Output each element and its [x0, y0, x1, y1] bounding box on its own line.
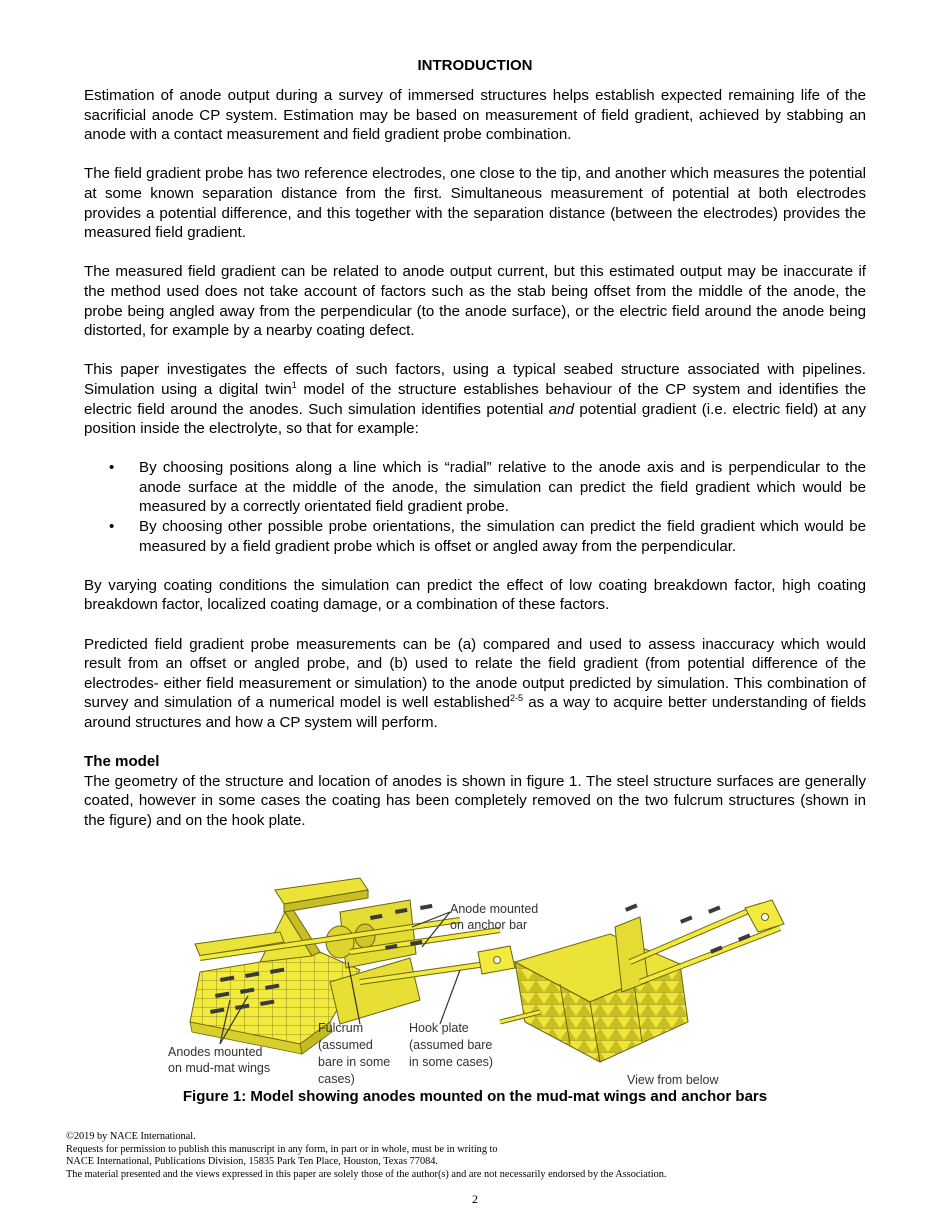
paragraph-2: The field gradient probe has two reference electrodes, one close to the tip, and another which measures the potential at some known separation distance from the first. Simultaneous measurement of potential at both electrodes provides a potential difference, and this together with the separation distance (between the electrodes) provides the measured field gradient.: [84, 165, 866, 242]
figure-caption: Figure 1: Model showing anodes mounted on the mud-mat wings and anchor bars: [182, 1088, 768, 1105]
bullet-item-1: • By choosing positions along a line which is “radial” relative to the anode axis and is perpendicular to the anode surface at the middle of the anode, the simulation can predict the field gradient which would be measured by a correctly orientated field gradient probe.: [139, 458, 866, 517]
paragraph-4-part-a: This paper investigates the effects of such factors, using a typical seabed structure associated with pipelines. Simulation using a digital twin: [84, 361, 866, 398]
body-text: [84, 86, 866, 850]
paragraph-6-part-a: Predicted field gradient probe measurements can be (a) compared and used to assess inaccuracy which would result from an offset or angled probe, and (b) used to relate the field gradient (from potential difference of the electrodes- either field measurement or simulation) to the anode output predicted by simulation. This combination of survey and simulation of a numerical model is well established: [84, 635, 866, 712]
label-mudmat-line1: Anodes mounted: [168, 1045, 263, 1059]
label-fulcrum-line2: (assumed: [318, 1038, 373, 1052]
paragraph-4-part-b: model of the structure establishes behaviour of the CP system and identifies the electric field around the anodes. Such simulation identifies potential: [84, 380, 866, 418]
bullet-item-2: • By choosing other possible probe orientations, the simulation can predict the field gradient which would be measured by a field gradient probe which is offset or angled away from the perpendicular.: [139, 517, 866, 556]
label-anode-anchor-line1: Anode mounted: [450, 902, 539, 916]
paragraph-5: By varying coating conditions the simulation can predict the effect of low coating breakdown factor, high coating breakdown factor, localized coating damage, or a combination of these factors.: [84, 576, 866, 614]
label-mudmat-line2: on mud-mat wings: [168, 1061, 271, 1075]
copyright-footer: [66, 1131, 886, 1181]
section-heading: INTRODUCTION: [417, 57, 533, 74]
emphasis-and: and: [548, 400, 574, 418]
figure-1-model: [160, 872, 800, 1090]
footer-line-3: NACE International, Publications Division, 15835 Park Ten Place, Houston, Texas 77084.: [66, 1156, 438, 1167]
label-fulcrum-line4: cases): [318, 1072, 355, 1086]
label-hook-line1: Hook plate: [409, 1021, 469, 1035]
paragraph-6: [84, 635, 866, 733]
citation-2-5: 2-5: [510, 693, 524, 704]
model-subheading: The model: [84, 753, 160, 771]
structure-bottom-view: [500, 900, 784, 1062]
footer-line-4: The material presented and the views expressed in this paper are solely those of the author(s) and are not necessarily endorsed by the Association.: [66, 1168, 667, 1180]
footer-line-1: ©2019 by NACE International.: [66, 1131, 196, 1142]
footer-line-2: Requests for permission to publish this manuscript in any form, in part or in whole, must be in writing to: [66, 1143, 498, 1155]
label-hook-line2: (assumed bare: [409, 1038, 493, 1052]
label-anode-anchor-line2: on anchor bar: [450, 918, 528, 932]
label-fulcrum-line3: bare in some: [318, 1055, 391, 1069]
page-number: 2: [472, 1192, 478, 1206]
paragraph-6-part-b: as a way to acquire better understanding of fields around structures and how a CP system will perform.: [84, 694, 866, 731]
paragraph-3: The measured field gradient can be related to anode output current, but this estimated output may be inaccurate if the method used does not take account of factors such as the stab being offset from the middle of the anode, the probe being angled away from the perpendicular (to the anode surface), or the electric field around the anode being distorted, for example by a nearby coating defect.: [84, 263, 866, 340]
citation-1: 1: [291, 379, 297, 390]
label-hook-line3: in some cases): [409, 1055, 494, 1069]
paragraph-1: Estimation of anode output during a survey of immersed structures helps establish expected remaining life of the sacrificial anode CP system. Estimation may be based on measurement of field gradient, achieved by stabbing an anode with a contact measurement and field gradient probe combination.: [84, 87, 866, 144]
model-paragraph: The geometry of the structure and location of anodes is shown in figure 1. The steel structure surfaces are generally coated, however in some cases the coating has been completely removed on the two fulcrum structures (shown in the figure) and on the hook plate.: [84, 772, 866, 829]
bullet-list: [84, 458, 866, 556]
label-view-from-below: View from below: [627, 1073, 719, 1087]
label-fulcrum-line1: Fulcrum: [318, 1021, 364, 1035]
paragraph-4-part-c: potential gradient (i.e. electric field) at any position inside the electrolyte, so that for example:: [84, 400, 866, 438]
paragraph-4: [84, 360, 866, 438]
